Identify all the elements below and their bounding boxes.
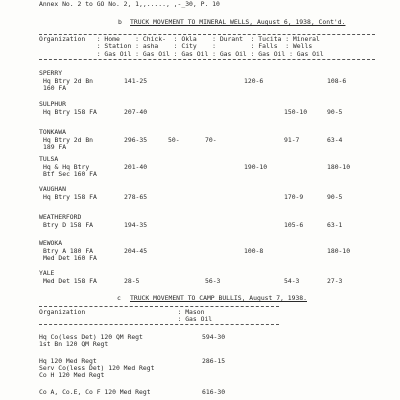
organization-line: Hq Co(less Det) 120 QM Regt <box>39 333 143 341</box>
unit-name: Btry D 158 FA <box>43 221 94 229</box>
gas-oil-tucita: 170-9 <box>284 193 304 201</box>
section-b-header-row-3: : Gas Oil : Gas Oil : Gas Oil : Gas Oil : Gas Oil : Gas Oil <box>39 50 324 58</box>
organization-line: Co H 120 Med Regt <box>39 371 105 379</box>
section-b-header-row-2: : Station : asha : City : : Falls : Wells <box>39 42 313 50</box>
unit-name: Hq Btry 158 FA <box>43 193 97 201</box>
section-c-top-rule <box>39 306 279 307</box>
gas-oil-home: 201-40 <box>124 163 148 171</box>
mason-gas-oil: 594-30 <box>202 333 226 341</box>
station-name: WEATHERFORD <box>39 213 82 221</box>
unit-name: Med Det 160 FA <box>43 254 97 262</box>
mason-gas-oil: 616-30 <box>202 388 226 396</box>
gas-oil-mineral: 90-5 <box>327 193 343 201</box>
organization-line: 1st Bn 120 QM Regt <box>39 340 109 348</box>
gas-oil-chickasha: 50- <box>168 136 180 144</box>
gas-oil-home: 28-5 <box>124 277 140 285</box>
section-c-title: TRUCK MOVEMENT TO CAMP BULLIS, August 7, 1938. <box>130 294 307 302</box>
gas-oil-mineral: 63-1 <box>327 221 343 229</box>
gas-oil-mineral: 27-3 <box>327 277 343 285</box>
organization-line: Hq 120 Med Regt <box>39 357 97 365</box>
section-c-header-row-2: : Gas Oil <box>39 315 213 323</box>
gas-oil-okla: 70- <box>205 136 217 144</box>
gas-oil-home: 204-45 <box>124 247 148 255</box>
gas-oil-mineral: 180-10 <box>327 163 351 171</box>
organization-line: Co A, Co.E, Co F 120 Med Regt <box>39 388 151 396</box>
gas-oil-durant: 100-8 <box>244 247 264 255</box>
unit-name: Med Det 158 FA <box>43 277 97 285</box>
section-b-title: TRUCK MOVEMENT TO MINERAL WELLS, August 6, 1938, Cont'd. <box>130 18 346 26</box>
station-name: SPERRY <box>39 69 63 77</box>
unit-name: Btry A 180 FA <box>43 247 94 255</box>
gas-oil-home: 296-35 <box>124 136 148 144</box>
gas-oil-mineral: 63-4 <box>327 136 343 144</box>
organization-line: Serv Co(less Det) 120 Med Regt <box>39 364 155 372</box>
section-c-bottom-rule <box>39 324 279 325</box>
station-name: WEWOKA <box>39 239 63 247</box>
section-c-letter: c <box>117 294 121 302</box>
unit-name: Hq Btry 2d Bn <box>43 136 94 144</box>
unit-name: Btf Sec 160 FA <box>43 170 97 178</box>
gas-oil-durant: 190-10 <box>244 163 268 171</box>
gas-oil-home: 141-25 <box>124 77 148 85</box>
gas-oil-tucita: 150-10 <box>284 108 308 116</box>
station-name: VAUGHAN <box>39 185 66 193</box>
section-b-letter: b <box>118 18 122 26</box>
gas-oil-home: 194-35 <box>124 221 148 229</box>
station-name: TONKAWA <box>39 128 66 136</box>
gas-oil-mineral: 108-6 <box>327 77 347 85</box>
unit-name: Hq & Hq Btry <box>43 163 90 171</box>
header-bottom-rule <box>39 59 375 60</box>
gas-oil-tucita: 105-6 <box>284 221 304 229</box>
unit-name: Hq Btry 2d Bn <box>43 77 94 85</box>
station-name: SULPHUR <box>39 100 66 108</box>
unit-name: Hq Btry 158 FA <box>43 108 97 116</box>
gas-oil-home: 278-65 <box>124 193 148 201</box>
gas-oil-okla: 56-3 <box>205 277 221 285</box>
mason-gas-oil: 286-15 <box>202 357 226 365</box>
gas-oil-home: 207-40 <box>124 108 148 116</box>
section-b-header-row-1: Organization : Home : Chick- : Okla : Durant : Tucita : Mineral <box>39 35 320 43</box>
annex-reference: Annex No. 2 to GO No. 2, 1,,....., ,-_30, P. 10 <box>39 0 220 8</box>
unit-name: 189 FA <box>43 143 67 151</box>
station-name: YALE <box>39 269 55 277</box>
section-c-header-row-1: Organization : Mason <box>39 308 205 316</box>
station-name: TULSA <box>39 155 59 163</box>
gas-oil-mineral: 180-10 <box>327 247 351 255</box>
gas-oil-durant: 120-6 <box>244 77 264 85</box>
gas-oil-tucita: 91-7 <box>284 136 300 144</box>
gas-oil-tucita: 54-3 <box>284 277 300 285</box>
unit-name: 160 FA <box>43 84 67 92</box>
gas-oil-mineral: 90-5 <box>327 108 343 116</box>
